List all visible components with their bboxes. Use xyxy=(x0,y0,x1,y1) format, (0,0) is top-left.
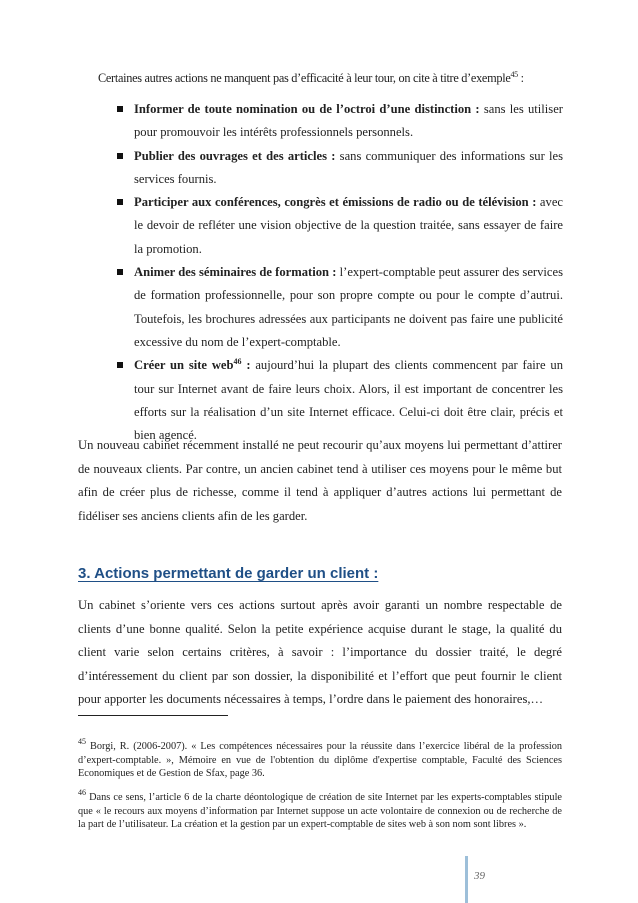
square-bullet-icon xyxy=(117,153,123,159)
page-number-bar xyxy=(465,856,468,903)
footnote-ref-46[interactable]: 46 xyxy=(233,357,242,367)
square-bullet-icon xyxy=(117,269,123,275)
intro-line xyxy=(98,70,570,87)
item-title: Informer de toute nomination ou de l’octroi d’une distinction : xyxy=(134,102,480,116)
actions-list xyxy=(115,98,563,447)
footnote-number: 46 xyxy=(78,788,86,797)
item-title-colon: : xyxy=(241,358,251,373)
item-title: Publier des ouvrages et des articles : xyxy=(134,148,336,163)
footnote-number: 45 xyxy=(78,737,86,746)
item-title: Participer aux conférences, congrès et émissions de radio ou de télévision : xyxy=(134,195,537,210)
square-bullet-icon xyxy=(117,199,123,205)
square-bullet-icon xyxy=(117,106,123,112)
footnote-separator xyxy=(78,715,228,716)
body-paragraph: Un nouveau cabinet récemment installé ne peut recourir qu’aux moyens lui permettant d’attirer de nouveaux clients. Par contre, un ancien cabinet tend à utiliser ces moyens pour le même but afin de créer plus de richesse, comme il tend à appliquer d’autres actions lui permettant de fidéliser ses anciens clients afin de les garder. xyxy=(78,438,562,523)
section-heading: 3. Actions permettant de garder un client : xyxy=(78,565,379,582)
item-text: sans communiquer des informations sur les services fournis. xyxy=(134,148,563,186)
list-item xyxy=(115,191,563,261)
item-text: l’expert-comptable peut assurer des services de formation professionnelle, pour son propre compte ou pour le compte d’autrui. Toutefois, les brochures adressées aux participants ne doivent pas faire une publicité excessive du nom de l’expert-comptable. xyxy=(134,265,563,349)
item-title: Animer des séminaires de formation : xyxy=(134,265,337,280)
square-bullet-icon xyxy=(117,362,123,368)
footnote-ref-45[interactable]: 45 xyxy=(510,70,518,79)
page-number: 39 xyxy=(474,870,485,882)
footnote-text: Borgi, R. (2006-2007). « Les compétences nécessaires pour la réussite dans l’exercice libéral de la profession d’expert-comptable. », Mémoire en vue de l'obtention du diplôme d'expertise comptable, Faculté des Sciences Economiques et de Gestion de Sfax, page 36. xyxy=(78,741,562,780)
intro-text: Certaines autres actions ne manquent pas d’efficacité à leur tour, on cite à titre d’exemple xyxy=(98,71,511,85)
footnote xyxy=(78,788,562,832)
list-item xyxy=(115,145,563,192)
item-text: aujourd’hui la plupart des clients commencent par faire un tour sur Internet avant de faire leurs choix. Alors, il est important de concentrer les efforts sur la réalisation d’un site Internet efficace. Celui-ci doit être clair, précis et bien agencé. xyxy=(134,358,563,443)
list-item xyxy=(115,98,563,145)
footnote-text: Dans ce sens, l’article 6 de la charte déontologique de création de site Internet par les experts-comptables stipule que « le recours aux moyens d’information par Internet suppose un acte volontaire de connexion ou de recherche de la part de l’utilisateur. La création et la gestion par un expert-comptable de sites web à son nom sont libres ». xyxy=(78,792,562,831)
item-text: avec le devoir de refléter une vision objective de la question traitée, sans essayer de faire la promotion. xyxy=(134,195,563,256)
footnote xyxy=(78,737,562,781)
body-paragraph: Un cabinet s’oriente vers ces actions surtout après avoir garanti un nombre respectable de clients d’une bonne qualité. Selon la petite expérience acquise durant le stage, la qualité du client varie selon certains critères, à savoir : l’importance du dossier traité, le degré d’intéressement du client par son dossier, la disponibilité et l’effort que peut fournir le client pour apporter les documents nécessaires à temps, l’ordre dans le paiement des honoraires,… xyxy=(78,598,562,706)
item-text: sans les utiliser pour promouvoir les intérêts professionnels personnels. xyxy=(134,102,563,140)
intro-end: : xyxy=(517,71,524,85)
list-item xyxy=(115,261,563,354)
item-title: Créer un site web xyxy=(134,358,234,373)
